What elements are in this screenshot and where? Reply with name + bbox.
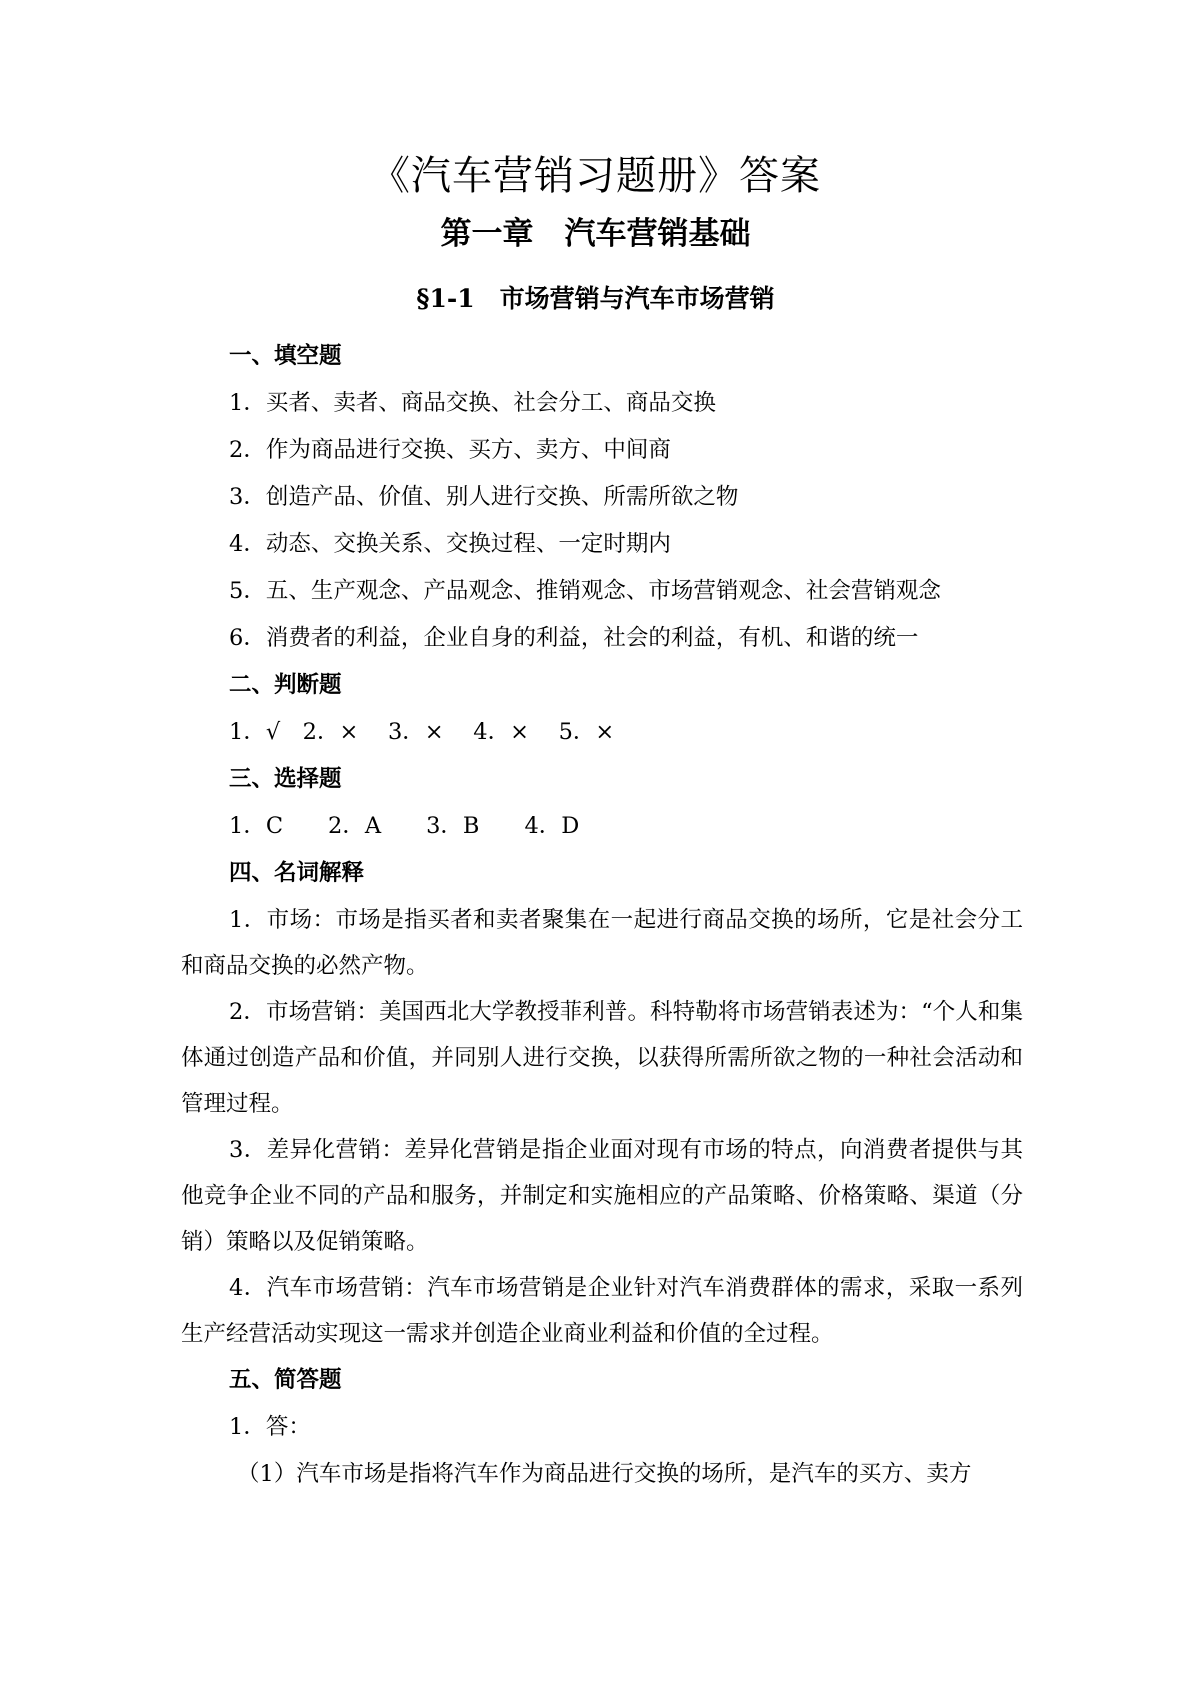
term-definition-paragraph: 1．市场：市场是指买者和卖者聚集在一起进行商品交换的场所，它是社会分工和商品交换的必然产物。: [181, 907, 1023, 979]
term-definition-paragraph: 3．差异化营销：差异化营销是指企业面对现有市场的特点，向消费者提供与其他竞争企业不同的产品和服务，并制定和实施相应的产品策略、价格策略、渠道（分销）策略以及促销策略。: [181, 1137, 1023, 1255]
document-body: [181, 333, 1023, 1498]
chapter-heading: 第一章 汽车营销基础: [440, 216, 751, 252]
multiple-choice-answers: 1．C 2．A 3．B 4．D: [229, 813, 580, 839]
term-definition-paragraph: 4．汽车市场营销：汽车市场营销是企业针对汽车消费群体的需求，采取一系列生产经营活动实现这一需求并创造企业商业利益和价值的全过程。: [181, 1275, 1023, 1347]
short-answer-heading: 五、简答题: [229, 1367, 342, 1393]
fill-in-blank-answer: 3．创造产品、价值、别人进行交换、所需所欲之物: [229, 484, 739, 510]
term-definition-heading: 四、名词解释: [229, 860, 365, 886]
true-false-answers: 1．√ 2．× 3．× 4．× 5．×: [229, 719, 615, 745]
fill-in-blank-answer: 6．消费者的利益，企业自身的利益，社会的利益，有机、和谐的统一: [229, 625, 919, 651]
fill-in-blank-answer: 1．买者、卖者、商品交换、社会分工、商品交换: [229, 390, 716, 416]
document-title: 《汽车营销习题册》答案: [370, 153, 821, 199]
fill-in-blank-answer: 2．作为商品进行交换、买方、卖方、中间商: [229, 437, 671, 463]
true-false-heading: 二、判断题: [229, 672, 342, 698]
term-definition-paragraph: 2．市场营销：美国西北大学教授菲利普。科特勒将市场营销表述为：“个人和集体通过创造产品和价值，并同别人进行交换，以获得所需所欲之物的一种社会活动和管理过程。: [181, 999, 1023, 1117]
multiple-choice-heading: 三、选择题: [229, 766, 342, 792]
fill-in-blank-answer: 4．动态、交换关系、交换过程、一定时期内: [229, 531, 671, 557]
section-heading: §1-1 市场营销与汽车市场营销: [416, 284, 775, 313]
fill-in-blank-heading: 一、填空题: [229, 343, 342, 369]
short-answer-subitem: （1）汽车市场是指将汽车作为商品进行交换的场所，是汽车的买方、卖方: [237, 1461, 972, 1487]
fill-in-blank-answer: 5．五、生产观念、产品观念、推销观念、市场营销观念、社会营销观念: [229, 578, 941, 604]
short-answer-label: 1．答：: [229, 1414, 311, 1440]
